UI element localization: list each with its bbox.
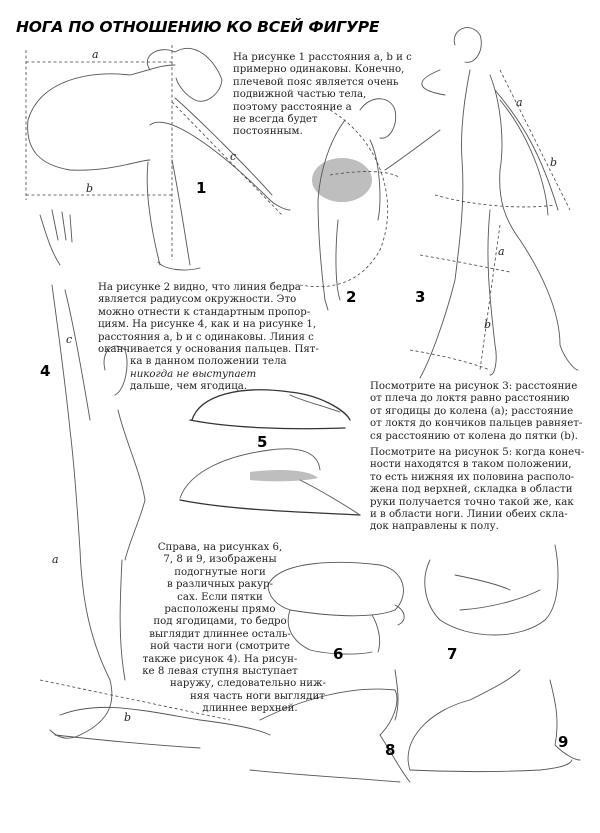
figure-number-6: 6 — [333, 645, 344, 663]
label-c-fig4: c — [66, 333, 73, 346]
label-a-fig3-leg: a — [498, 245, 505, 258]
figure-number-7: 7 — [447, 645, 458, 663]
label-b-fig1: b — [86, 182, 94, 195]
paragraph-figure-3: Посмотрите на рисунок 3: расстояние от плеча до локтя равно расстоянию от ягодицы до колена (a); расстояние от локтя до кончиков пальцев равняет- ся расстоянию от колена до пятки (b). — [370, 381, 583, 442]
label-a-fig1: a — [92, 48, 99, 61]
page-title: НОГА ПО ОТНОШЕНИЮ КО ВСЕЙ ФИГУРЕ — [16, 18, 380, 36]
figure-9-drawing — [408, 670, 580, 772]
label-a-fig4: a — [52, 553, 59, 566]
measure-line-a-b-arm — [500, 70, 570, 210]
label-c-fig1: c — [230, 150, 237, 163]
label-b-fig4: b — [124, 711, 132, 724]
paragraph-figures-6-9: Справа, на рисунках 6, 7, 8 и 9, изображены подогнутые ноги в различных ракур- сах. Если пятки расположены прямо под ягодицами, то бедро выглядит длиннее осталь- ной части ноги (смотрите также рисунок 4). На рисун- ке 8 левая ступня выступает наружу, следовательно ниж- няя часть ноги выглядит длиннее верхней. — [142, 542, 326, 715]
label-b-fig3-leg: b — [484, 318, 492, 331]
label-a-fig3-arm: a — [516, 96, 523, 109]
figure-3-drawing — [410, 28, 578, 378]
measure-line-a-b-leg — [480, 225, 500, 370]
figure-number-2: 2 — [346, 288, 357, 306]
figure-number-3: 3 — [415, 288, 426, 306]
label-b-fig3-arm: b — [550, 156, 558, 169]
paragraph-figure-1: На рисунке 1 расстояния a, b и c примерно одинаковы. Конечно, плечевой пояс является очень подвижной частью тела, поэтому расстояние a не всегда будет постоянным. — [233, 52, 412, 138]
figure-5-drawing — [180, 390, 360, 515]
figure-number-9: 9 — [558, 733, 569, 751]
figure-7-drawing — [425, 545, 558, 635]
figure-number-8: 8 — [385, 741, 396, 759]
figure-number-5: 5 — [257, 433, 268, 451]
paragraph-figure-5: Посмотрите на рисунок 5: когда конеч- ности находятся в таком положении, то есть нижняя их половина располо- жена под верхней, складка в области руки получается точно такой же, как и в области ноги. Линии обеих скла- док направлены к полу. — [370, 447, 585, 533]
figure-number-1: 1 — [196, 179, 207, 197]
paragraph-figure-2-4: На рисунке 2 видно, что линия бедра является радиусом окружности. Это можно отнести к стандартным пропор- циям. На рисунке 4, как и на рисунке 1, расстояния a, b и c одинаковы. Линия c оканчивается у основания пальцев. Пят- ка в данном положении тела никогда не выступает дальше, чем ягодица. — [98, 282, 319, 393]
figure-number-4: 4 — [40, 362, 51, 380]
